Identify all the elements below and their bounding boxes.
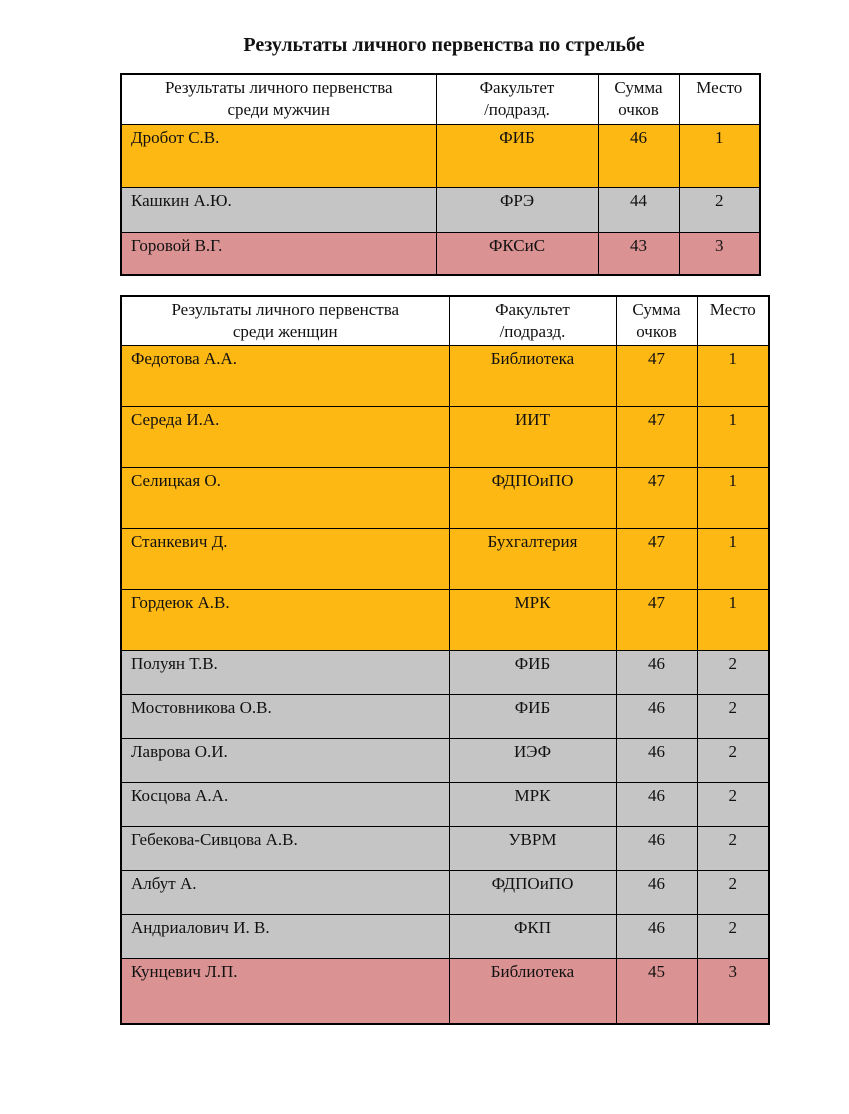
- table-row: [121, 232, 760, 275]
- faculty-cell: Бухгалтерия: [449, 529, 616, 590]
- header-faculty: [449, 296, 616, 346]
- name-cell: Мостовникова О.В.: [121, 695, 449, 739]
- table-header-row: [121, 296, 769, 346]
- table-row: [121, 346, 769, 407]
- score-cell: 46: [616, 827, 697, 871]
- faculty-cell: МРК: [449, 783, 616, 827]
- name-cell: Андриалович И. В.: [121, 915, 449, 959]
- faculty-cell: ФРЭ: [436, 187, 598, 232]
- place-cell: 2: [697, 739, 769, 783]
- score-cell: 46: [616, 915, 697, 959]
- faculty-cell: ФИБ: [436, 124, 598, 187]
- place-cell: 1: [697, 468, 769, 529]
- name-cell: Селицкая О.: [121, 468, 449, 529]
- header-name: [121, 74, 436, 124]
- table-row: [121, 407, 769, 468]
- header-score-line2: очков: [618, 100, 659, 120]
- table-row: [121, 783, 769, 827]
- header-score-line2: очков: [636, 322, 677, 342]
- table-row: [121, 529, 769, 590]
- header-name-line2: среди мужчин: [227, 100, 330, 120]
- place-cell: 2: [697, 871, 769, 915]
- table-row: [121, 651, 769, 695]
- header-score: [616, 296, 697, 346]
- score-cell: 46: [616, 651, 697, 695]
- score-cell: 44: [598, 187, 679, 232]
- place-cell: 1: [679, 124, 760, 187]
- faculty-cell: ИИТ: [449, 407, 616, 468]
- header-name: [121, 296, 449, 346]
- header-score: [598, 74, 679, 124]
- header-faculty-line1: Факультет: [495, 300, 570, 319]
- name-cell: Гордеюк А.В.: [121, 590, 449, 651]
- header-name-line1: Результаты личного первенства: [164, 78, 393, 97]
- place-cell: 3: [679, 232, 760, 275]
- score-cell: 47: [616, 407, 697, 468]
- place-cell: 2: [697, 695, 769, 739]
- faculty-cell: УВРМ: [449, 827, 616, 871]
- score-cell: 47: [616, 468, 697, 529]
- name-cell: Середа И.А.: [121, 407, 449, 468]
- place-cell: 2: [697, 783, 769, 827]
- place-cell: 2: [697, 915, 769, 959]
- men-table-body: [121, 124, 760, 275]
- table-row: [121, 739, 769, 783]
- name-cell: Полуян Т.В.: [121, 651, 449, 695]
- faculty-cell: Библиотека: [449, 959, 616, 1024]
- place-cell: 2: [697, 827, 769, 871]
- name-cell: Гебекова-Сивцова А.В.: [121, 827, 449, 871]
- table-row: [121, 468, 769, 529]
- header-faculty-line1: Факультет: [479, 78, 555, 97]
- faculty-cell: Библиотека: [449, 346, 616, 407]
- header-place: Место: [679, 74, 760, 124]
- score-cell: 46: [616, 695, 697, 739]
- score-cell: 45: [616, 959, 697, 1024]
- header-score-line1: Сумма: [632, 300, 681, 319]
- faculty-cell: ФДПОиПО: [449, 871, 616, 915]
- header-place: Место: [697, 296, 769, 346]
- faculty-cell: ФКСиС: [436, 232, 598, 275]
- faculty-cell: МРК: [449, 590, 616, 651]
- faculty-cell: ФИБ: [449, 695, 616, 739]
- header-name-line2: среди женщин: [232, 322, 338, 342]
- women-table-body: [121, 346, 769, 1024]
- table-row: [121, 187, 760, 232]
- table-row: [121, 827, 769, 871]
- name-cell: Кунцевич Л.П.: [121, 959, 449, 1024]
- header-faculty: [436, 74, 598, 124]
- score-cell: 46: [598, 124, 679, 187]
- name-cell: Лаврова О.И.: [121, 739, 449, 783]
- name-cell: Албут А.: [121, 871, 449, 915]
- header-faculty-line2: /подразд.: [499, 322, 566, 342]
- faculty-cell: ФДПОиПО: [449, 468, 616, 529]
- place-cell: 3: [697, 959, 769, 1024]
- table-row: [121, 959, 769, 1024]
- page-title: Результаты личного первенства по стрельбе: [243, 34, 645, 56]
- name-cell: Дробот С.В.: [121, 124, 436, 187]
- faculty-cell: ФКП: [449, 915, 616, 959]
- name-cell: Косцова А.А.: [121, 783, 449, 827]
- name-cell: Горовой В.Г.: [121, 232, 436, 275]
- place-cell: 1: [697, 407, 769, 468]
- name-cell: Федотова А.А.: [121, 346, 449, 407]
- faculty-cell: ФИБ: [449, 651, 616, 695]
- place-cell: 1: [697, 590, 769, 651]
- women-results-table: [120, 295, 770, 1025]
- score-cell: 46: [616, 739, 697, 783]
- score-cell: 46: [616, 783, 697, 827]
- score-cell: 46: [616, 871, 697, 915]
- score-cell: 47: [616, 590, 697, 651]
- table-row: [121, 695, 769, 739]
- header-name-line1: Результаты личного первенства: [171, 300, 400, 319]
- header-score-line1: Сумма: [614, 78, 663, 97]
- score-cell: 47: [616, 529, 697, 590]
- table-row: [121, 915, 769, 959]
- table-row: [121, 124, 760, 187]
- table-header-row: [121, 74, 760, 124]
- score-cell: 43: [598, 232, 679, 275]
- name-cell: Кашкин А.Ю.: [121, 187, 436, 232]
- place-cell: 2: [697, 651, 769, 695]
- place-cell: 2: [679, 187, 760, 232]
- men-results-table: [120, 73, 761, 276]
- score-cell: 47: [616, 346, 697, 407]
- header-faculty-line2: /подразд.: [484, 100, 550, 120]
- place-cell: 1: [697, 346, 769, 407]
- name-cell: Станкевич Д.: [121, 529, 449, 590]
- table-row: [121, 590, 769, 651]
- faculty-cell: ИЭФ: [449, 739, 616, 783]
- place-cell: 1: [697, 529, 769, 590]
- table-row: [121, 871, 769, 915]
